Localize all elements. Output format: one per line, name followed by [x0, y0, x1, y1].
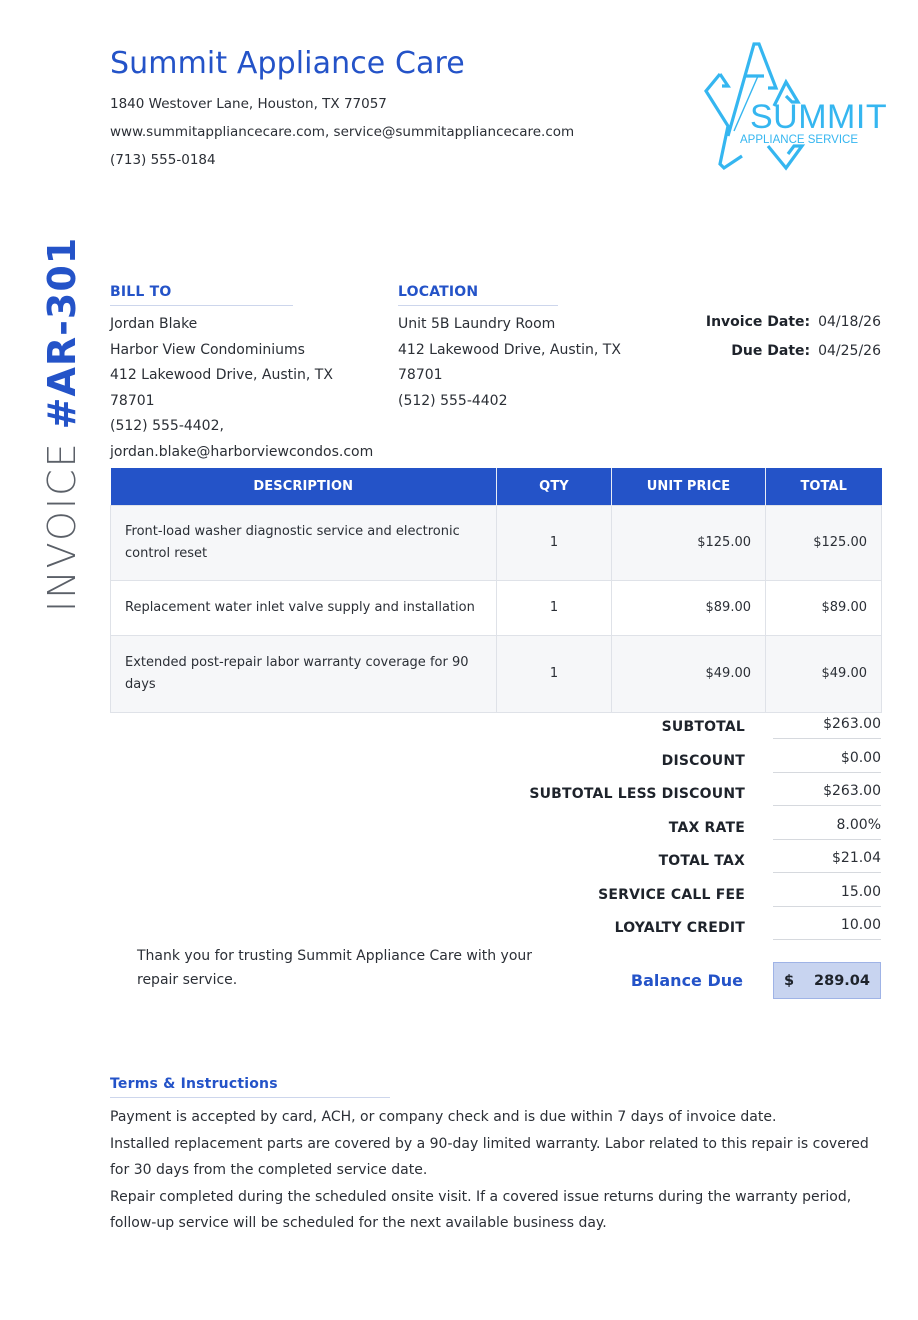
discount-value: $0.00: [773, 746, 881, 773]
column-header-unit-price: UNIT PRICE: [612, 468, 766, 505]
location-phone: (512) 555-4402: [398, 392, 508, 409]
invoice-number: #AR-301: [40, 236, 84, 430]
terms-payment: Payment is accepted by card, ACH, or company check and is due within 7 days of invoice date.: [110, 1109, 777, 1125]
due-date-value: 04/25/26: [818, 343, 881, 359]
invoice-date-row: [706, 308, 881, 337]
terms-followup: Repair completed during the scheduled onsite visit. If a covered issue returns during the warranty period, follow-up service will be scheduled for the next available business day.: [110, 1188, 852, 1231]
item-description: Extended post-repair labor warranty coverage for 90 days: [111, 635, 497, 712]
subtotal-value: $263.00: [773, 712, 881, 739]
due-date-row: [706, 337, 881, 366]
subtotal-less-discount-label: SUBTOTAL LESS DISCOUNT: [529, 786, 745, 802]
company-logo: [698, 36, 888, 176]
item-description: Replacement water inlet valve supply and installation: [111, 580, 497, 635]
tax-rate-row: [520, 813, 881, 847]
terms-warranty: Installed replacement parts are covered by a 90-day limited warranty. Labor related to this repair is covered for 30 days from the completed service date.: [110, 1135, 869, 1178]
bill-to-zip: 78701: [110, 392, 155, 409]
bill-to-street: 412 Lakewood Drive, Austin, TX: [110, 367, 333, 383]
column-header-total: TOTAL: [766, 468, 882, 505]
tax-rate-value: 8.00%: [773, 813, 881, 840]
column-header-description: DESCRIPTION: [111, 468, 497, 505]
discount-row: [520, 746, 881, 780]
bill-to-email: jordan.blake@harborviewcondos.com: [110, 443, 374, 460]
total-tax-row: [520, 846, 881, 880]
loyalty-credit-row: [520, 913, 881, 947]
subtotal-row: [520, 712, 881, 746]
balance-due-box: [773, 962, 881, 999]
bill-to-phone: (512) 555-4402,: [110, 418, 224, 434]
company-header: [110, 44, 670, 174]
svg-text:SUMMIT: SUMMIT: [750, 98, 888, 136]
invoice-date-value: 04/18/26: [818, 314, 881, 330]
table-row: [111, 580, 882, 635]
bill-to-heading: BILL TO: [110, 284, 293, 306]
loyalty-credit-value: 10.00: [773, 913, 881, 940]
due-date-label: Due Date:: [731, 343, 811, 359]
item-unit-price: $89.00: [612, 580, 766, 635]
item-total: $49.00: [766, 635, 882, 712]
invoice-dates: [706, 308, 881, 366]
table-header-row: [111, 468, 882, 505]
line-items-table: [110, 468, 882, 713]
service-call-fee-value: 15.00: [773, 880, 881, 907]
location-street: 412 Lakewood Drive, Austin, TX: [398, 341, 621, 358]
location-section: [398, 284, 658, 414]
column-header-qty: QTY: [497, 468, 612, 505]
mountain-peak-logo-icon: [698, 36, 888, 176]
tax-rate-label: TAX RATE: [668, 819, 745, 836]
invoice-title: [42, 237, 82, 612]
table-row: [111, 505, 882, 580]
company-contact: [110, 90, 670, 174]
terms-section: [110, 1076, 885, 1237]
balance-due-label: Balance Due: [630, 971, 743, 990]
invoice-date-label: Invoice Date:: [705, 314, 811, 330]
location-unit: Unit 5B Laundry Room: [398, 316, 556, 332]
item-description: Front-load washer diagnostic service and electronic control reset: [111, 505, 497, 580]
bill-to-company: Harbor View Condominiums: [110, 341, 305, 358]
item-qty: 1: [497, 505, 612, 580]
item-unit-price: $49.00: [612, 635, 766, 712]
item-qty: 1: [497, 580, 612, 635]
total-tax-value: $21.04: [773, 846, 881, 873]
thank-you-note: Thank you for trusting Summit Appliance Care with your repair service.: [137, 948, 533, 988]
item-total: $89.00: [766, 580, 882, 635]
bill-to-name: Jordan Blake: [110, 316, 198, 332]
company-name: Summit Appliance Care: [110, 46, 465, 81]
loyalty-credit-label: LOYALTY CREDIT: [614, 920, 745, 936]
company-web-email: www.summitappliancecare.com, service@summitappliancecare.com: [110, 124, 575, 140]
service-call-fee-label: SERVICE CALL FEE: [598, 886, 745, 903]
subtotal-label: SUBTOTAL: [661, 719, 745, 735]
location-zip: 78701: [398, 367, 443, 383]
location-heading: LOCATION: [398, 284, 558, 306]
terms-heading: Terms & Instructions: [110, 1076, 390, 1098]
table-row: [111, 635, 882, 712]
item-total: $125.00: [766, 505, 882, 580]
company-phone: (713) 555-0184: [110, 152, 216, 168]
totals-section: [520, 712, 881, 947]
invoice-word: INVOICE: [40, 441, 84, 612]
total-tax-label: TOTAL TAX: [658, 853, 745, 869]
balance-amount: 289.04: [814, 972, 870, 989]
subtotal-less-discount-value: $263.00: [773, 779, 881, 806]
discount-label: DISCOUNT: [661, 752, 745, 769]
service-call-fee-row: [520, 880, 881, 914]
svg-text:APPLIANCE SERVICE: APPLIANCE SERVICE: [740, 134, 859, 146]
item-unit-price: $125.00: [612, 505, 766, 580]
item-qty: 1: [497, 635, 612, 712]
subtotal-less-discount-row: [520, 779, 881, 813]
company-address: 1840 Westover Lane, Houston, TX 77057: [110, 96, 387, 112]
bill-to-section: [110, 284, 380, 465]
balance-due-row: [520, 962, 881, 999]
balance-currency: $: [784, 972, 795, 989]
